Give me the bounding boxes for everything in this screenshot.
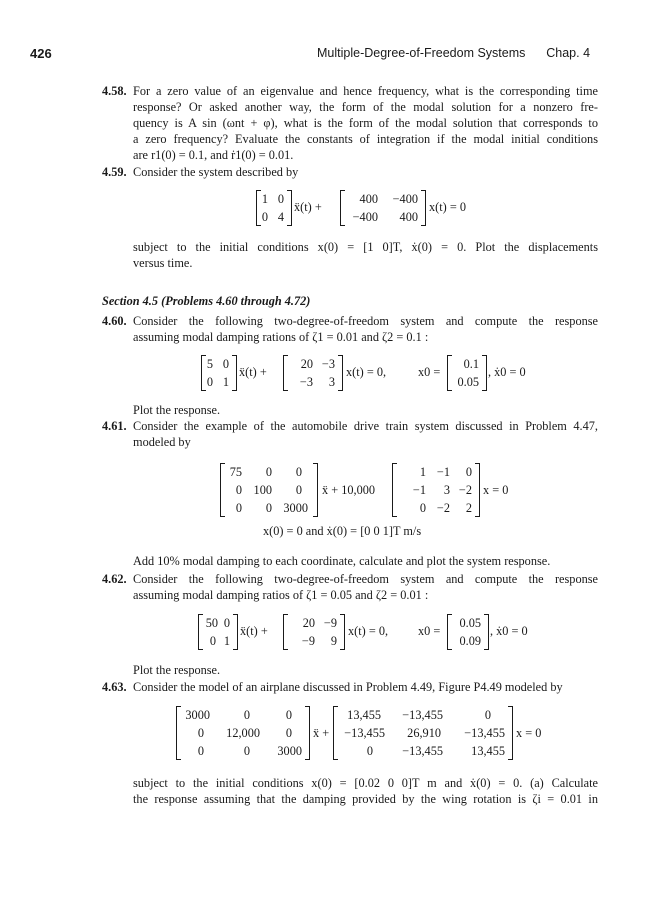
problem-number: 4.62. [102,572,127,586]
problem-line: a zero frequency? Evaluate the constants of integration if the modal initial conditions [133,132,598,146]
problem-after: Add 10% modal damping to each coordinate, calculate and plot the system response. [133,554,551,568]
problem-line: assuming modal damping rations of ζ1 = 0.01 and ζ2 = 0.1 : [133,330,429,344]
problem-after: Plot the response. [133,663,221,677]
matrix-cell: 26,910 [407,726,441,740]
vector-cell: 0.05 [459,616,481,630]
matrix-cell: −9 [323,616,337,630]
matrix-cell: 0 [206,375,213,389]
disp-term: x = 0 [516,726,542,740]
matrix-cell: 3000 [283,501,308,515]
matrix-cell: 3 [328,375,335,389]
disp-term: x(t) = 0, [346,365,387,379]
matrix-cell: 3000 [277,744,302,758]
problem-line: are r1(0) = 0.1, and ṙ1(0) = 0.01. [133,148,294,162]
running-head: Multiple-Degree-of-Freedom Systems Chap. 4 [317,46,591,60]
matrix-cell: 1 [261,192,268,206]
matrix-cell: 12,000 [226,726,260,740]
matrix-cell: 400 [359,192,378,206]
matrix-cell: 0 [243,744,250,758]
problem-line: subject to the initial conditions x(0) = [0.02 0 0]T m and ẋ(0) = 0. (a) Calculate [133,776,598,790]
matrix-cell: −1 [412,483,426,497]
problem-number: 4.59. [102,165,127,179]
matrix-cell: 20 [302,616,315,630]
problem-number: 4.60. [102,314,127,328]
matrix-cell: 0 [209,634,216,648]
matrix-cell: 9 [330,634,337,648]
matrix-cell: 1 [419,465,426,479]
problem-number: 4.61. [102,419,127,433]
x0-vector [447,355,487,391]
problem-after: Plot the response. [133,403,221,417]
x0-vector [447,614,489,650]
matrix-cell: 0 [285,708,292,722]
matrix-cell: −13,455 [344,726,385,740]
stiffness-matrix [340,190,426,226]
matrix-cell: 0 [295,483,302,497]
stiffness-matrix [392,463,480,517]
matrix-cell: 0 [197,744,204,758]
stiffness-matrix [333,706,513,760]
v0-term: , ẋ0 = 0 [490,624,528,638]
problem-line: modeled by [133,435,191,449]
matrix-cell: −3 [321,357,335,371]
accel-term: ẍ + [313,726,330,740]
matrix-cell: −1 [436,465,450,479]
matrix-cell: 2 [465,501,472,515]
matrix-cell: −2 [458,483,472,497]
mass-matrix [220,463,318,517]
matrix-cell: 13,455 [471,744,505,758]
section-heading: Section 4.5 (Problems 4.60 through 4.72) [102,294,311,308]
matrix-cell: 0 [197,726,204,740]
matrix-cell: 50 [205,616,218,630]
v0-term: , ẋ0 = 0 [488,365,526,379]
accel-term: ẍ + 10,000 [322,483,376,497]
mass-matrix [176,706,310,760]
matrix-cell: 5 [206,357,213,371]
disp-term: x(t) = 0, [348,624,389,638]
matrix-cell: 0 [235,501,242,515]
matrix-cell: −400 [392,192,418,206]
page-number: 426 [30,46,52,61]
vector-cell: 0.05 [457,375,479,389]
matrix-cell: 1 [222,375,229,389]
disp-term: x(t) = 0 [429,200,466,214]
matrix-cell: −400 [352,210,378,224]
accel-term: ẍ(t) + [239,365,267,379]
problem-line: assuming modal damping ratios of ζ1 = 0.05 and ζ2 = 0.01 : [133,588,429,602]
matrix-cell: 0 [235,483,242,497]
problem-line: Consider the example of the automobile drive train system discussed in Problem 4.47, [133,419,598,433]
matrix-cell: 0 [223,616,230,630]
mass-matrix [201,355,237,391]
matrix-cell: 100 [253,483,272,497]
matrix-cell: 0 [465,465,472,479]
matrix-cell: 0 [222,357,229,371]
matrix-cell: 4 [277,210,284,224]
problem-intro: Consider the system described by [133,165,299,179]
matrix-cell: 0 [243,708,250,722]
matrix-cell: 0 [484,708,491,722]
matrix-cell: 3000 [185,708,210,722]
matrix-cell: 400 [399,210,418,224]
matrix-cell: −13,455 [402,744,443,758]
problem-number: 4.58. [102,84,127,98]
problem-line: Consider the following two-degree-of-freedom system and compute the response [133,572,598,586]
matrix-cell: −13,455 [464,726,505,740]
page-header [0,46,647,66]
matrix-cell: −9 [301,634,315,648]
matrix-cell: 0 [285,726,292,740]
matrix-cell: 3 [443,483,450,497]
x0-label: x0 = [418,624,441,638]
problem-intro: Consider the model of an airplane discussed in Problem 4.49, Figure P4.49 modeled by [133,680,563,694]
problem-number: 4.63. [102,680,127,694]
matrix-cell: −2 [436,501,450,515]
matrix-cell: 75 [229,465,242,479]
matrix-cell: 0 [261,210,268,224]
matrix-cell: 0 [265,465,272,479]
matrix-cell: 1 [223,634,230,648]
stiffness-matrix [283,355,343,391]
problem-line: For a zero value of an eigenvalue and hence frequency, what is the corresponding time [133,84,598,98]
problem-line: Consider the following two-degree-of-freedom system and compute the response [133,314,598,328]
matrix-cell: 0 [295,465,302,479]
matrix-cell: 0 [277,192,284,206]
stiffness-matrix [283,614,345,650]
matrix-cell: 0 [265,501,272,515]
vector-cell: 0.1 [463,357,479,371]
equation-4-63 [0,706,647,776]
problem-line: response? Or asked another way, the form of the modal solution for a nonzero fre- [133,100,598,114]
disp-term: x = 0 [483,483,509,497]
accel-term: ẍ(t) + [294,200,322,214]
x0-label: x0 = [418,365,441,379]
matrix-cell: 20 [300,357,313,371]
mass-matrix [198,614,238,650]
initial-conditions: x(0) = 0 and ẋ(0) = [0 0 1]T m/s [263,524,422,538]
accel-term: ẍ(t) + [240,624,268,638]
problem-line: quency is A sin (ωnt + φ), what is the form of the modal solution that corresponds to [133,116,598,130]
problem-line: versus time. [133,256,193,270]
problem-line: the response assuming that the damping provided by the wing rotation is ζi = 0.01 in [133,792,598,806]
problem-line: subject to the initial conditions x(0) = [1 0]T, ẋ(0) = 0. Plot the displacements [133,240,598,254]
matrix-cell: 0 [419,501,426,515]
matrix-cell: 13,455 [347,708,381,722]
mass-matrix [256,190,292,226]
vector-cell: 0.09 [459,634,481,648]
matrix-cell: −3 [299,375,313,389]
matrix-cell: 0 [366,744,373,758]
matrix-cell: −13,455 [402,708,443,722]
